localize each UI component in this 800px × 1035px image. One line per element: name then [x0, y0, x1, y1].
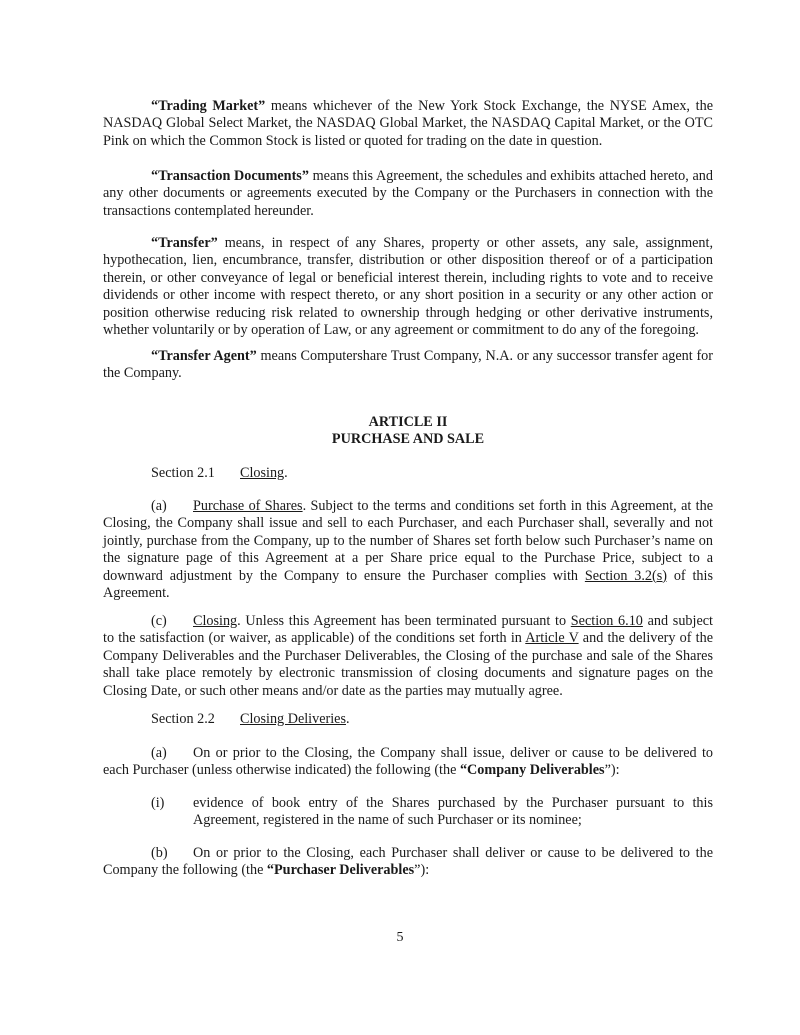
definition-text: means, in respect of any Shares, property or other assets, any sale, assignment, hypothecation, lien, encumbrance, transfer, distribution or other disposition thereof or of a participation therein, or other conveyance of legal or beneficial interest therein, including rights to vote and to receive dividends or other income with respect thereto, or any short position in a security or any other action or position otherwise reducing risk related to ownership through hedging or other derivative instruments, whether voluntarily or by operation of Law, or any agreement or commitment to do any of the foregoing. [103, 235, 713, 339]
section-title-suffix: . [284, 465, 288, 481]
term-purchaser-deliverables: “Purchaser Deliverables [266, 862, 415, 879]
paragraph-closing [103, 613, 713, 700]
paragraph-purchaser-deliverables [103, 845, 713, 880]
paragraph-heading: Closing [193, 613, 238, 629]
paragraph-label: (b) [151, 845, 168, 861]
list-item-label: (i) [151, 795, 165, 811]
section-number: Section 2.1 [151, 465, 215, 481]
term-transaction-documents: “Transaction Documents” [151, 168, 309, 184]
definition-transaction-documents [103, 168, 713, 220]
definition-transfer [103, 235, 713, 339]
paragraph-text: . Unless this Agreement has been terminated pursuant to [237, 613, 571, 629]
term-company-deliverables: “Company Deliverables [459, 762, 605, 779]
article-number: ARTICLE II [368, 414, 448, 430]
paragraph-label: (c) [151, 613, 167, 629]
paragraph-text: ”): [414, 862, 430, 879]
page-number: 5 [396, 930, 404, 945]
section-number: Section 2.2 [151, 711, 215, 727]
paragraph-heading: Purchase of Shares [193, 498, 303, 514]
section-title: Closing [240, 465, 285, 481]
paragraph-company-deliverables [103, 745, 713, 780]
paragraph-text: . Subject to the terms and conditions set forth in this Agreement, at the Closing, the Company shall issue and sell to each Purchaser, and each Purchaser shall, severally and not jointly, purchase from the Company, up to the number of Shares set forth below such Purchaser’s name on the signature page of this Agreement at a per Share price equal to the Purchase Price, subject to a downward adjustment by the Company to ensure the Purchaser complies with [103, 498, 714, 584]
term-transfer-agent: “Transfer Agent” [151, 348, 257, 364]
paragraph-label: (a) [151, 745, 167, 761]
paragraph-text: On or prior to the Closing, each Purchaser shall deliver or cause to be delivered to the Company the following (the [103, 845, 713, 879]
section-title: Closing Deliveries [240, 711, 346, 727]
cross-reference-link[interactable]: Section 6.10 [570, 613, 643, 629]
cross-reference-link[interactable]: Article V [525, 630, 579, 647]
paragraph-text: ”): [604, 762, 620, 779]
paragraph-text: and subject to the satisfaction (or waiver, as applicable) of the conditions set forth in [103, 613, 713, 647]
term-trading-market: “Trading Market” [151, 98, 266, 114]
paragraph-text: On or prior to the Closing, the Company shall issue, deliver or cause to be delivered to each Purchaser (unless otherwise indicated) the following (the [103, 745, 713, 779]
definition-text: means Computershare Trust Company, N.A. or any successor transfer agent for the Company. [103, 348, 713, 382]
definition-text: means whichever of the New York Stock Exchange, the NYSE Amex, the NASDAQ Global Select Market, the NASDAQ Global Market, the NASDAQ Capital Market, or the OTC Pink on which the Common Stock is listed or quoted for trading on the date in question. [103, 98, 713, 149]
definition-trading-market [103, 98, 713, 150]
definition-text: means this Agreement, the schedules and exhibits attached hereto, and any other documents or agreements executed by the Company or the Purchasers in connection with the transactions contemplated hereunder. [103, 168, 713, 219]
definition-transfer-agent [103, 348, 713, 383]
paragraph-label: (a) [151, 498, 167, 514]
section-2-1-heading [151, 465, 288, 482]
paragraph-text: and the delivery of the Company Deliverables and the Purchaser Deliverables, the Closing of the purchase and sale of the Shares shall take place remotely by electronic transmission of closing documents and signature pages on the Closing Date, or such other means and/or date as the parties may mutually agree. [103, 630, 714, 699]
section-title-suffix: . [346, 711, 350, 727]
list-item-book-entry [151, 795, 713, 830]
article-title: PURCHASE AND SALE [331, 431, 485, 447]
cross-reference-link[interactable]: Section 3.2(s) [584, 567, 667, 584]
section-2-2-heading [151, 711, 350, 728]
paragraph-text: of this Agreement. [103, 567, 713, 602]
term-transfer: “Transfer” [151, 235, 218, 251]
list-item-text: evidence of book entry of the Shares purchased by the Purchaser pursuant to this Agreement, registered in the name of such Purchaser or its nominee; [193, 795, 713, 829]
paragraph-purchase-of-shares [103, 498, 713, 602]
